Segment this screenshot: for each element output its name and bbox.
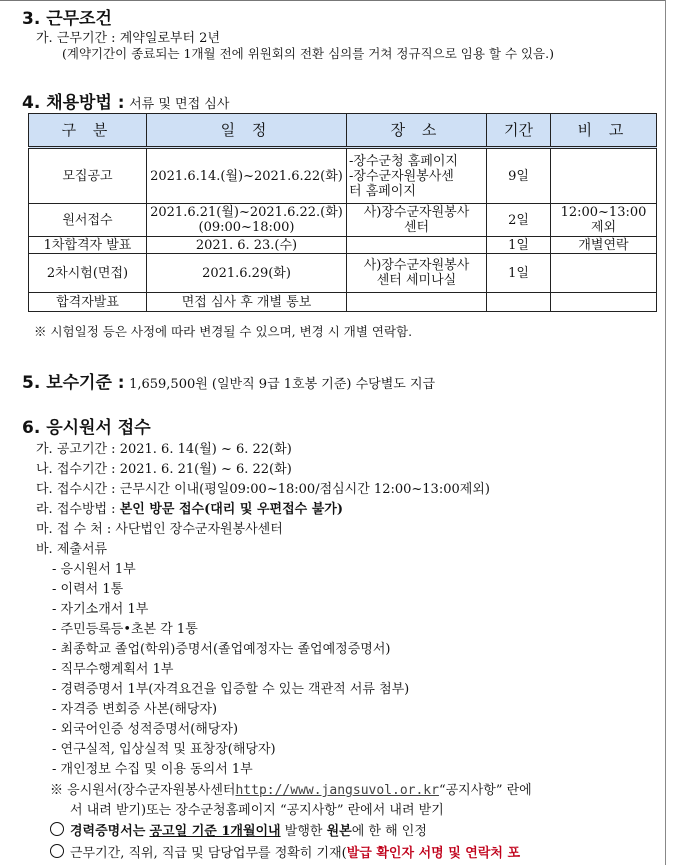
career-cert-period: 공고일 기준 1개월이내 <box>149 824 281 839</box>
form-download-note <box>50 779 532 798</box>
schedule-table <box>28 113 657 312</box>
table-cell <box>551 254 657 293</box>
table-cell: 2일 <box>487 204 551 237</box>
receipt-method-line <box>36 498 343 517</box>
form-note-prefix: ※ 응시원서(장수군자원봉사센터 <box>50 783 236 798</box>
list-item: - 외국어인증 성적증명서(해당자) <box>52 722 239 737</box>
table-cell: 9일 <box>487 148 551 204</box>
section-4-heading-tail: 서류 및 면접 심사 <box>129 97 230 112</box>
list-item: - 최종학교 졸업(학위)증명서(졸업예정자는 졸업예정증명서) <box>52 642 391 657</box>
career-cert-mid: 발행한 <box>280 824 327 839</box>
career-detail-text: 근무기간, 직위, 직급 및 담당업무를 정확히 기재( <box>70 846 347 861</box>
section-4-heading: 4. 채용방법 : <box>22 93 125 113</box>
salary-text: 1,659,500원 (일반직 9급 1호봉 기준) 수당별도 지급 <box>129 377 436 392</box>
table-cell: 2021.6.21(월)~2021.6.22.(화) (09:00~18:00) <box>147 204 347 237</box>
form-download-note-line2: 서 내려 받기)또는 장수군청홈페이지 “공지사항” 란에서 내려 받기 <box>70 803 444 818</box>
list-item: - 자기소개서 1부 <box>52 602 149 617</box>
circle-bullet-icon <box>50 822 64 836</box>
list-item: - 자격증 변회증 사본(해당자) <box>52 702 218 717</box>
table-cell <box>347 237 487 254</box>
list-item: - 이력서 1통 <box>52 582 124 597</box>
receipt-time-line: 다. 접수시간 : 근무시간 이내(평일09:00~18:00/점심시간 12:00~13:00제외) <box>36 482 490 497</box>
work-period-line: 가. 근무기간 : 계약일로부터 2년 <box>36 31 221 46</box>
website-link[interactable]: http://www.jangsuvol.or.kr <box>235 783 439 798</box>
right-border <box>665 0 666 865</box>
table-cell: 사)장수군자원봉사 센터 <box>347 204 487 237</box>
table-row <box>29 204 657 237</box>
section-5-row <box>22 368 435 393</box>
header-place: 장 소 <box>347 114 487 148</box>
documents-heading: 바. 제출서류 <box>36 542 108 557</box>
top-border <box>0 0 666 1</box>
table-cell: 1일 <box>487 237 551 254</box>
list-item: - 주민등록등•초본 각 1통 <box>52 622 198 637</box>
table-cell <box>487 293 551 312</box>
section-5-heading: 5. 보수기준 : <box>22 373 125 393</box>
table-cell: 2021.6.14.(월)~2021.6.22(화) <box>147 148 347 204</box>
table-cell: 2차시험(면접) <box>29 254 147 293</box>
table-cell: 2021.6.29(화) <box>147 254 347 293</box>
receipt-method-value: 본인 방문 접수(대리 및 우편접수 불가) <box>119 502 344 517</box>
list-item: - 직무수행계획서 1부 <box>52 662 174 677</box>
table-cell: 개별연락 <box>551 237 657 254</box>
table-cell: -장수군청 홈페이지 -장수군자원봉사센 터 홈페이지 <box>347 148 487 204</box>
table-row <box>29 148 657 204</box>
table-cell <box>347 293 487 312</box>
section-3-heading: 3. 근무조건 <box>22 9 112 29</box>
career-cert-end: 에 한 해 인정 <box>351 824 427 839</box>
table-row <box>29 293 657 312</box>
schedule-header-row <box>29 114 657 148</box>
section-4-heading-row <box>22 88 229 113</box>
career-detail-red-text: 발급 확인자 서명 및 연락처 포 <box>346 846 521 861</box>
header-remarks: 비 고 <box>551 114 657 148</box>
list-item: - 경력증명서 1부(자격요건을 입증할 수 있는 객관적 서류 첨부) <box>52 682 410 697</box>
table-cell: 2021. 6. 23.(수) <box>147 237 347 254</box>
form-note-suffix: “공지사항” 란에 <box>438 783 532 798</box>
circle-bullet-icon <box>50 844 64 858</box>
table-cell: 사)장수군자원봉사 센터 세미나실 <box>347 254 487 293</box>
work-period-note: (계약기간이 종료되는 1개월 전에 위원회의 전환 심의를 거쳐 정규직으로 임용 할 수 있음.) <box>62 46 554 61</box>
receipt-period-line: 나. 접수기간 : 2021. 6. 21(월) ~ 6. 22(화) <box>36 462 292 477</box>
list-item: - 응시원서 1부 <box>52 562 136 577</box>
career-cert-label: 경력증명서는 <box>70 824 146 839</box>
table-cell: 1일 <box>487 254 551 293</box>
table-cell <box>551 148 657 204</box>
career-cert-note <box>50 820 427 839</box>
receipt-method-label: 라. 접수방법 : <box>36 502 120 517</box>
table-cell: 12:00~13:00 제외 <box>551 204 657 237</box>
notice-period-line: 가. 공고기간 : 2021. 6. 14(월) ~ 6. 22(화) <box>36 442 292 457</box>
table-cell: 면접 심사 후 개별 통보 <box>147 293 347 312</box>
header-category: 구 분 <box>29 114 147 148</box>
table-cell <box>551 293 657 312</box>
table-cell: 모집공고 <box>29 148 147 204</box>
table-cell: 1차합격자 발표 <box>29 237 147 254</box>
career-cert-original: 원본 <box>326 824 352 839</box>
receipt-place-line: 마. 접 수 처 : 사단법인 장수군자원봉사센터 <box>36 522 283 537</box>
header-duration: 기간 <box>487 114 551 148</box>
table-cell: 합격자발표 <box>29 293 147 312</box>
schedule-note: ※ 시험일정 등은 사정에 따라 변경될 수 있으며, 변경 시 개별 연락함. <box>34 324 413 339</box>
header-schedule: 일 정 <box>147 114 347 148</box>
table-row <box>29 254 657 293</box>
table-cell: 원서접수 <box>29 204 147 237</box>
list-item: - 연구실적, 입상실적 및 표창장(해당자) <box>52 742 276 757</box>
table-row <box>29 237 657 254</box>
career-detail-note <box>50 842 520 861</box>
list-item: - 개인정보 수집 및 이용 동의서 1부 <box>52 762 253 777</box>
section-6-heading: 6. 응시원서 접수 <box>22 418 151 438</box>
